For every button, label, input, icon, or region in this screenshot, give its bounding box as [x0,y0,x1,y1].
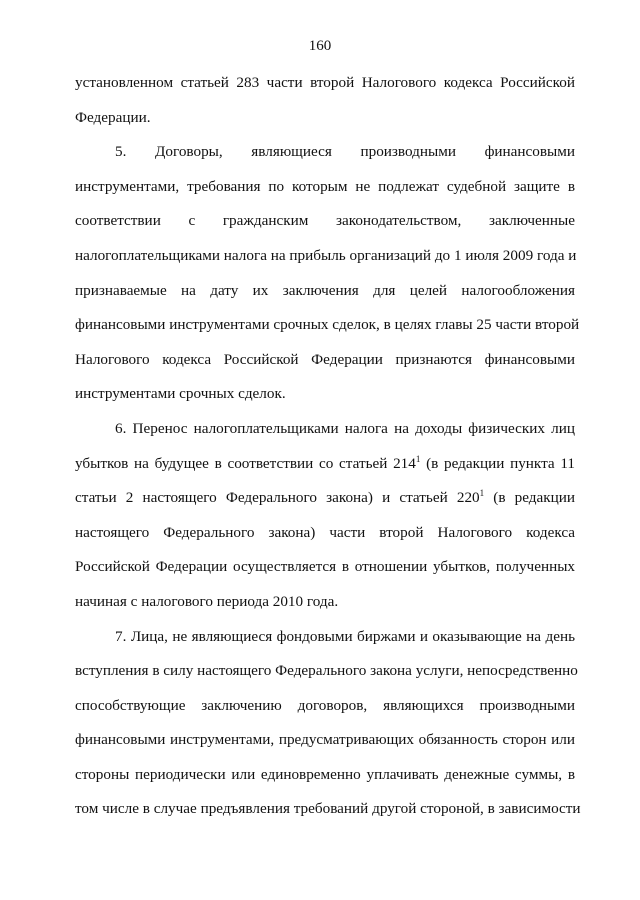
text-line: 5. Договоры, являющиеся производными финансовыми [115,143,575,161]
text-line: 6. Перенос налогоплательщиками налога на доходы физических лиц [115,419,575,437]
text-line [75,447,575,482]
document-body [75,66,581,827]
text-fragment: статьи 2 настоящего Федерального закона) и статьей 220 [75,489,480,507]
text-line: способствующие заключению договоров, являющихся производными [75,696,575,714]
text-line: инструментами, требования по которым не подлежат судебной защите в [75,177,575,195]
text-line: установленном статьей 283 части второй Налогового кодекса Российской [75,74,575,91]
text-fragment: убытков на будущее в соответствии со статьей 214 [75,454,416,472]
text-line: том числе в случае предъявления требований другой стороной, в зависимости [75,800,581,818]
text-line: соответствии с гражданским законодательством, заключенные [75,212,575,230]
paragraph-intro [75,66,575,135]
text-line: вступления в силу настоящего Федерального закона услуги, непосредственно [75,662,578,680]
text-line [75,481,575,516]
text-line: инструментами срочных сделок. [75,385,286,403]
text-line: 7. Лица, не являющиеся фондовыми биржами и оказывающие на день [115,627,575,645]
text-line: Российской Федерации осуществляется в отношении убытков, полученных [75,558,575,576]
paragraph-7 [75,620,581,828]
text-fragment: (в редакции пункта 11 [420,454,576,472]
text-line: начиная с налогового периода 2010 года. [75,592,339,610]
text-line: Налогового кодекса Российской Федерации признаются финансовыми [75,350,575,368]
text-line: финансовыми инструментами, предусматривающих обязанность сторон или [75,731,575,749]
text-line: финансовыми инструментами срочных сделок, в целях главы 25 части второй [75,316,580,334]
superscript: 1 [479,488,485,499]
text-line: Федерации. [75,108,151,126]
paragraph-6 [75,412,575,620]
text-line: настоящего Федерального закона) части второй Налогового кодекса [75,523,575,541]
text-line: налогоплательщиками налога на прибыль организаций до 1 июля 2009 года и [75,246,577,264]
superscript: 1 [415,453,421,464]
page-number: 160 [308,38,332,54]
text-line: стороны периодически или единовременно уплачивать денежные суммы, в [75,765,575,783]
paragraph-5 [75,135,580,412]
text-line: признаваемые на дату их заключения для целей налогообложения [75,281,575,299]
text-fragment: (в редакции [484,489,576,507]
